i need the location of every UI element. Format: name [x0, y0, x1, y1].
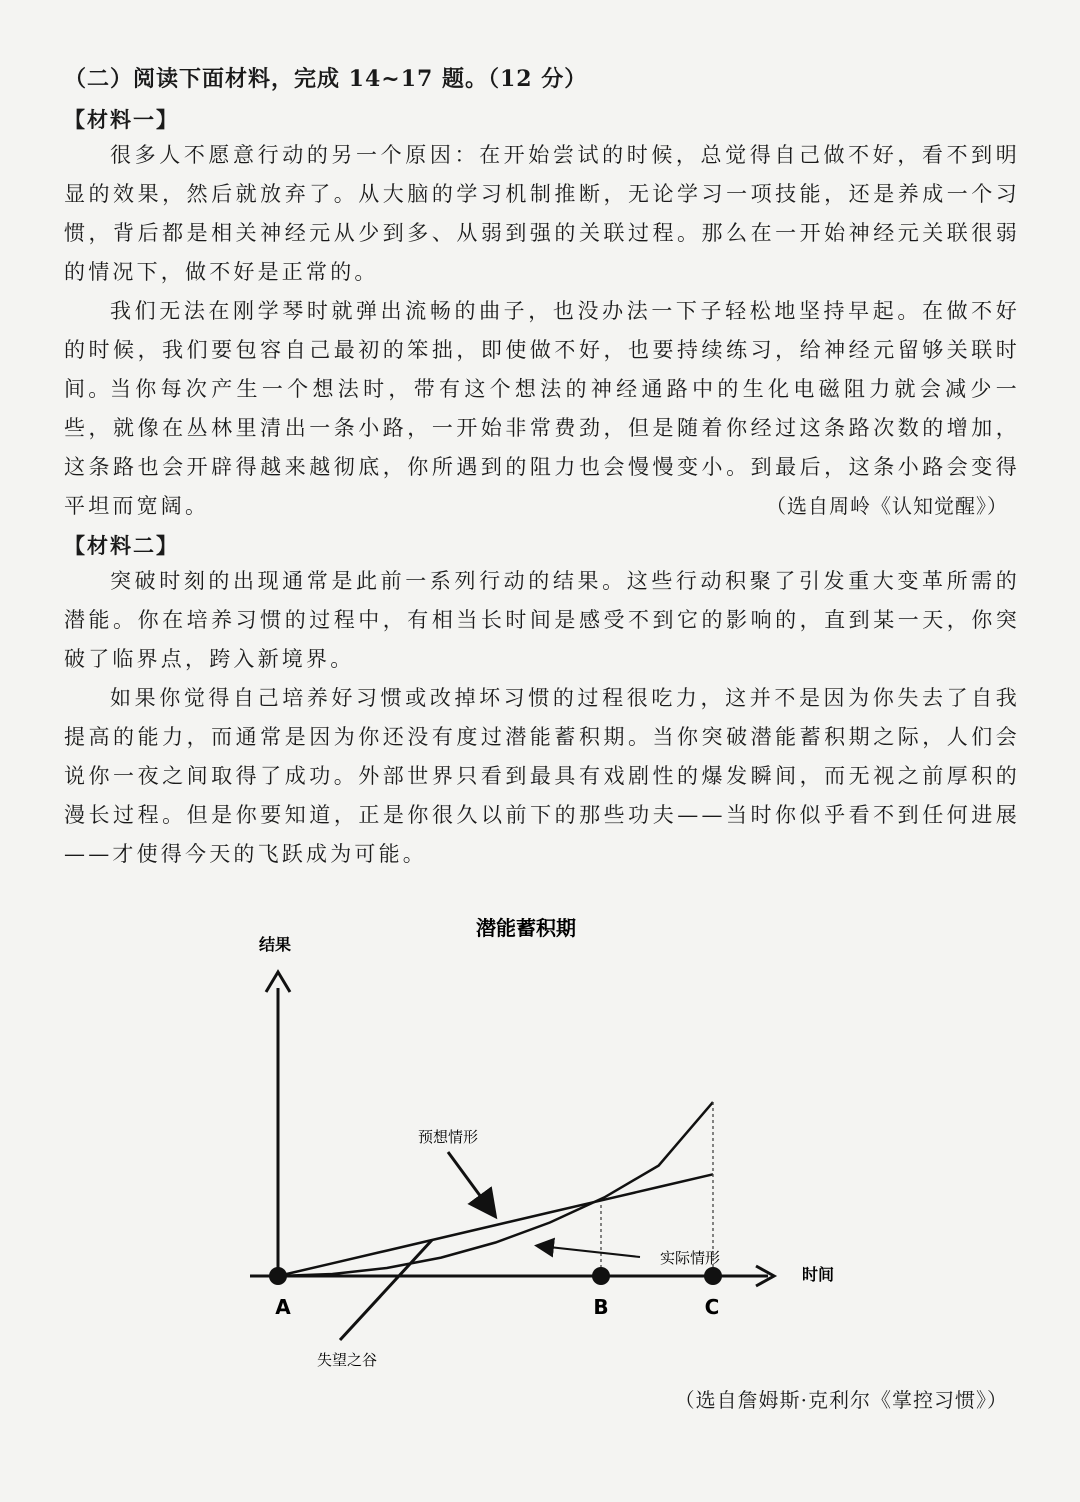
material-two-label: 【材料二】	[64, 533, 179, 558]
point-b-marker	[592, 1267, 610, 1285]
actual-annotation: 实际情形	[659, 1249, 721, 1267]
expected-annotation: 预想情形	[417, 1128, 479, 1146]
x-axis-label: 时间	[801, 1265, 835, 1284]
material-one-source: （选自周岭《认知觉醒》）	[766, 494, 1008, 518]
expected-pointer	[448, 1152, 492, 1212]
potential-accumulation-chart	[0, 880, 1080, 1380]
point-c-marker	[704, 1267, 722, 1285]
material-one-label: 【材料一】	[64, 107, 179, 132]
point-b-label: B	[593, 1295, 609, 1319]
material-two-source: （选自詹姆斯·克利尔《掌控习惯》）	[674, 1388, 1008, 1412]
y-axis-label: 结果	[258, 935, 292, 954]
actual-pointer	[540, 1246, 640, 1257]
point-a-marker	[269, 1267, 287, 1285]
point-a-label: A	[275, 1295, 291, 1319]
material-one-paragraph-1: 很多人不愿意行动的另一个原因：在开始尝试的时候，总觉得自己做不好，看不到明显的效果，然后就放弃了。从大脑的学习机制推断，无论学习一项技能，还是养成一个习惯，背后都是相关神经元从少到多、从弱到强的关联过程。那么在一开始神经元关联很弱的情况下，做不好是正常的。	[64, 143, 1020, 284]
material-one-paragraph-2: 我们无法在刚学琴时就弹出流畅的曲子，也没办法一下子轻松地坚持早起。在做不好的时候，我们要包容自己最初的笨拙，即使做不好，也要持续练习，给神经元留够关联时间。	[64, 299, 1020, 401]
material-two-paragraph-2: 如果你觉得自己培养好习惯或改掉坏习惯的过程很吃力，这并不是因为你失去了自我提高的能力，而通常是因为你还没有度过潜能蓄积期。当你突破潜能蓄积期之际，人们会说你一夜之间取得了成功。外部世界只看到最具有戏剧性的爆发瞬间，而无视之前厚积的漫长过程。但是你要知道，正是你很久以前下的那些功夫——当时你似乎看不到任何进展——才使得今天的飞跃成为可能。	[64, 686, 1020, 866]
expected-line	[278, 1174, 713, 1276]
chart-title: 潜能蓄积期	[476, 916, 576, 940]
valley-pointer	[340, 1240, 432, 1340]
point-c-label: C	[704, 1295, 720, 1319]
section-heading: （二）阅读下面材料，完成 14~17 题。（12 分）	[64, 66, 588, 92]
material-one-paragraph-3: 当你每次产生一个想法时，带有这个想法的神经通路中的生化电磁阻力就会减少一些，就像在丛林里清出一条小路，一开始非常费劲，但是随着你经过这条路次数的增加，这条路也会开辟得越来越彻底，你所遇到的阻力也会慢慢变小。到最后，这条小路会变得平坦而宽阔。	[64, 377, 1020, 518]
material-two-paragraph-1: 突破时刻的出现通常是此前一系列行动的结果。这些行动积聚了引发重大变革所需的潜能。你在培养习惯的过程中，有相当长时间是感受不到它的影响的，直到某一天，你突破了临界点，跨入新境界。	[64, 569, 1020, 671]
valley-annotation: 失望之谷	[316, 1351, 378, 1369]
